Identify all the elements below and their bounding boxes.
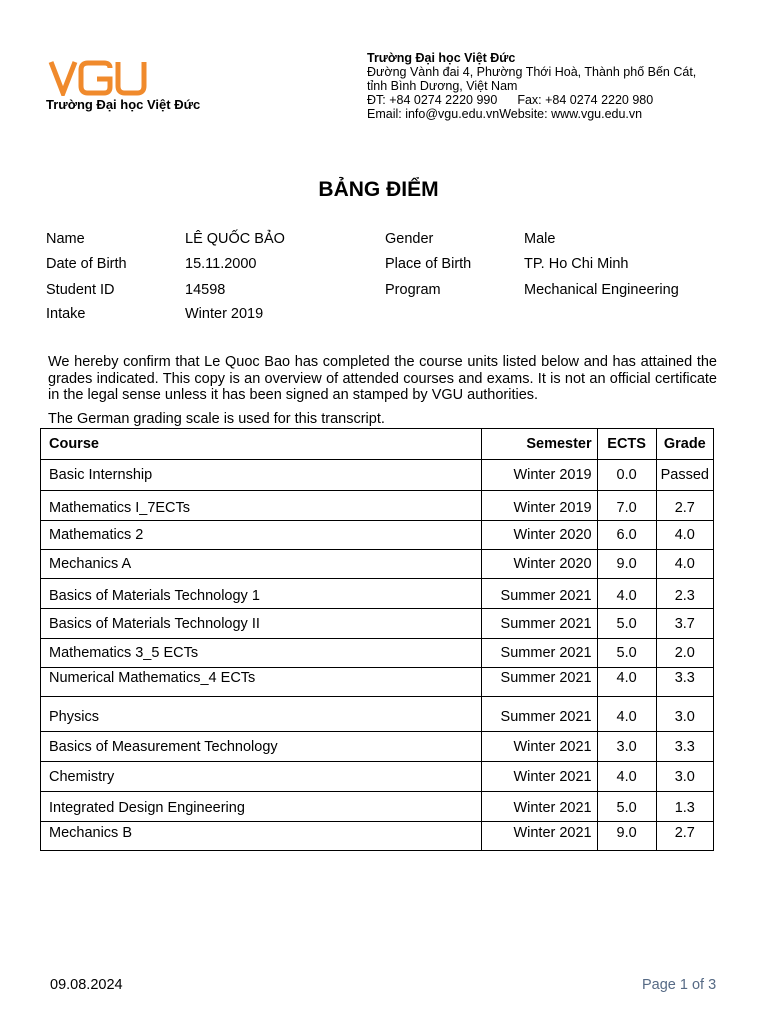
vgu-logo <box>48 60 148 96</box>
grade-cell: 3.3 <box>656 668 713 697</box>
student-id-value: 14598 <box>185 282 226 298</box>
institution-contact <box>367 51 696 121</box>
course-cell: Basic Internship <box>41 460 482 491</box>
student-name: LÊ QUỐC BẢO <box>185 231 285 247</box>
ects-cell: 5.0 <box>597 792 656 822</box>
semester-cell: Summer 2021 <box>481 579 597 609</box>
table-row <box>41 460 714 491</box>
table-row <box>41 697 714 732</box>
dob-label: Date of Birth <box>46 256 127 272</box>
address-line-2: tỉnh Bình Dương, Việt Nam <box>367 79 518 93</box>
program-value: Mechanical Engineering <box>524 282 679 298</box>
semester-cell: Winter 2020 <box>481 550 597 579</box>
semester-cell: Winter 2021 <box>481 762 597 792</box>
ects-cell: 3.0 <box>597 732 656 762</box>
course-cell: Numerical Mathematics_4 ECTs <box>41 668 482 697</box>
grades-table <box>40 428 714 851</box>
header-semester: Semester <box>481 429 597 460</box>
course-cell: Mechanics B <box>41 822 482 851</box>
semester-cell: Winter 2021 <box>481 822 597 851</box>
semester-cell: Summer 2021 <box>481 609 597 639</box>
semester-cell: Summer 2021 <box>481 639 597 668</box>
ects-cell: 5.0 <box>597 639 656 668</box>
table-row <box>41 732 714 762</box>
semester-cell: Winter 2021 <box>481 792 597 822</box>
document-title: BẢNG ĐIỂM <box>318 178 439 201</box>
pob-label: Place of Birth <box>385 256 472 272</box>
semester-cell: Winter 2021 <box>481 732 597 762</box>
course-cell: Basics of Measurement Technology <box>41 732 482 762</box>
semester-cell: Summer 2021 <box>481 668 597 697</box>
course-cell: Mathematics 2 <box>41 521 482 550</box>
grade-cell: 4.0 <box>656 550 713 579</box>
grading-scale-note: The German grading scale is used for this transcript. <box>48 411 385 427</box>
table-row <box>41 762 714 792</box>
semester-cell: Winter 2020 <box>481 521 597 550</box>
intake-label: Intake <box>46 306 86 322</box>
course-cell: Basics of Materials Technology 1 <box>41 579 482 609</box>
confirmation-statement: We hereby confirm that Le Quoc Bao has completed the course units listed below and has attained the grades indicated. This copy is an overview of attended courses and exams. It is not an official certificate in the legal sense unless it has been signed an stamped by VGU authorities. <box>48 354 717 403</box>
grade-cell: 2.7 <box>656 491 713 521</box>
ects-cell: 9.0 <box>597 822 656 851</box>
fax-number: Fax: +84 0274 2220 980 <box>517 93 654 107</box>
ects-cell: 6.0 <box>597 521 656 550</box>
table-header-row <box>41 429 714 460</box>
ects-cell: 4.0 <box>597 762 656 792</box>
grade-cell: 2.0 <box>656 639 713 668</box>
grade-cell: 3.0 <box>656 762 713 792</box>
ects-cell: 4.0 <box>597 697 656 732</box>
course-cell: Physics <box>41 697 482 732</box>
ects-cell: 5.0 <box>597 609 656 639</box>
course-cell: Chemistry <box>41 762 482 792</box>
course-cell: Integrated Design Engineering <box>41 792 482 822</box>
grade-cell: 1.3 <box>656 792 713 822</box>
table-row <box>41 639 714 668</box>
semester-cell: Winter 2019 <box>481 460 597 491</box>
logo-caption: Trường Đại học Việt Đức <box>46 97 201 112</box>
grade-cell: 4.0 <box>656 521 713 550</box>
grade-cell: Passed <box>656 460 713 491</box>
page-indicator: Page 1 of 3 <box>642 977 717 993</box>
ects-cell: 9.0 <box>597 550 656 579</box>
institution-name: Trường Đại học Việt Đức <box>367 51 516 65</box>
ects-cell: 4.0 <box>597 579 656 609</box>
program-label: Program <box>385 282 441 298</box>
header-course: Course <box>41 429 482 460</box>
table-row <box>41 550 714 579</box>
phone-fax-row <box>367 93 696 107</box>
name-label: Name <box>46 231 85 247</box>
table-row <box>41 579 714 609</box>
pob-value: TP. Ho Chi Minh <box>524 256 629 272</box>
issue-date: 09.08.2024 <box>50 977 123 993</box>
phone-number: ĐT: +84 0274 2220 990 <box>367 93 498 107</box>
email-website-row <box>367 107 696 121</box>
ects-cell: 0.0 <box>597 460 656 491</box>
semester-cell: Summer 2021 <box>481 697 597 732</box>
grade-cell: 2.3 <box>656 579 713 609</box>
gender-label: Gender <box>385 231 434 247</box>
student-id-label: Student ID <box>46 282 115 298</box>
grade-cell: 2.7 <box>656 822 713 851</box>
table-row <box>41 491 714 521</box>
ects-cell: 7.0 <box>597 491 656 521</box>
grade-cell: 3.7 <box>656 609 713 639</box>
table-row <box>41 668 714 697</box>
table-row <box>41 521 714 550</box>
address-line-1: Đường Vành đai 4, Phường Thới Hoà, Thành phố Bến Cát, <box>367 65 697 79</box>
ects-cell: 4.0 <box>597 668 656 697</box>
header-grade: Grade <box>656 429 713 460</box>
semester-cell: Winter 2019 <box>481 491 597 521</box>
course-cell: Mathematics I_7ECTs <box>41 491 482 521</box>
course-cell: Mechanics A <box>41 550 482 579</box>
email-address: Email: info@vgu.edu.vn <box>367 107 500 121</box>
dob-value: 15.11.2000 <box>185 256 257 272</box>
header-ects: ECTS <box>597 429 656 460</box>
grade-cell: 3.3 <box>656 732 713 762</box>
table-row <box>41 822 714 851</box>
course-cell: Basics of Materials Technology II <box>41 609 482 639</box>
grade-cell: 3.0 <box>656 697 713 732</box>
intake-value: Winter 2019 <box>185 306 264 322</box>
gender-value: Male <box>524 231 556 247</box>
table-row <box>41 792 714 822</box>
website: Website: www.vgu.edu.vn <box>499 107 643 121</box>
table-row <box>41 609 714 639</box>
course-cell: Mathematics 3_5 ECTs <box>41 639 482 668</box>
